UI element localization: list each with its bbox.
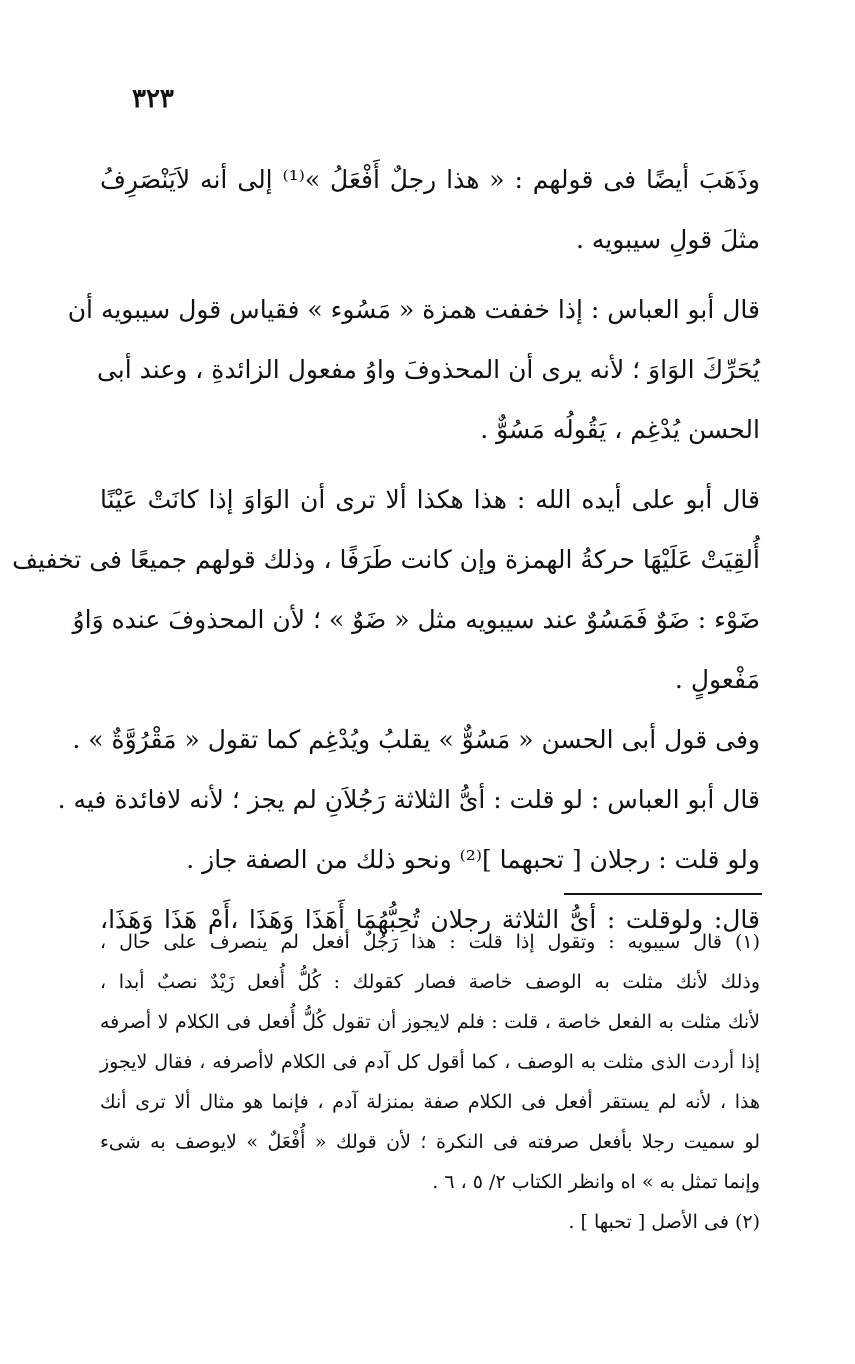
footnote-line: وإنما تمثل به » اه وانظر الكتاب ٢/ ٥ ، ٦ . xyxy=(432,1171,760,1193)
footnote-line: (١) قال سيبويه : وتقول إذا قلت : هذا رَجُلٌ أفعل لم ينصرف على حال ، xyxy=(100,931,760,953)
footnotes xyxy=(100,922,760,1242)
paragraph xyxy=(72,710,760,770)
text-line: ولو قلت : رجلان [ تحبهما ]⁽²⁾ ونحو ذلك من الصفة جاز . xyxy=(186,845,760,874)
text-line: أُلقِيَتْ عَلَيْهَا حركةُ الهمزة وإن كانت طَرَفًا ، وذلك قولهم جميعًا فى تخفيف xyxy=(12,545,760,574)
paragraph xyxy=(67,280,760,460)
paragraph xyxy=(12,470,760,710)
footnote-line: لو سميت رجلا بأفعل صرفته فى النكرة ؛ لأن قولك « أُفْعَلٌ » لايوصف به شىء xyxy=(100,1131,760,1153)
text-line: قال أبو على أيده الله : هذا هكذا ألا ترى أن الوَاوَ إذا كانَتْ عَيْنًا xyxy=(100,485,760,514)
footnote-line: لأنك مثلت به الفعل خاصة ، قلت : فلم لايجوز أن تقول كُلُّ أُفعل فى الكلام لا أصرفه xyxy=(100,1011,760,1033)
text-line: قال أبو العباس : لو قلت : أىُّ الثلاثة رَجُلاَنِ لم يجز ؛ لأنه لافائدة فيه . xyxy=(57,785,760,814)
footnote-line: هذا ، لأنه لم يستقر أفعل فى الكلام صفة بمنزلة آدم ، فإنما هو مثال ألا ترى أنك xyxy=(100,1091,760,1113)
paragraph xyxy=(100,150,760,270)
text-line: مثلَ قولِ سيبويه . xyxy=(576,225,760,254)
text-line: وذَهَبَ أيضًا فى قولهم : « هذا رجلٌ أَفْعَلُ »⁽¹⁾ إلى أنه لاَيَنْصَرِفُ xyxy=(100,165,760,194)
footnote-line: وذلك لأنك مثلت به الوصف خاصة فصار كقولك : كُلُّ أُفعل زَيْدٌ نصبٌ أبدا ، xyxy=(100,971,760,993)
paragraph xyxy=(57,770,760,890)
footnote-separator xyxy=(564,893,762,895)
text-line: مَفْعولٍ . xyxy=(674,665,760,694)
text-line: وفى قول أبى الحسن « مَسُوٌّ » يقلبُ ويُدْغِم كما تقول « مَقْرُوَّةٌ » . xyxy=(72,725,760,754)
text-line: ضَوْء : ضَوٌ فَمَسُوٌ عند سيبويه مثل « ضَوٌ » ؛ لأن المحذوفَ عنده وَاوُ xyxy=(72,605,760,634)
text-line: قال: ولوقلت : أىُّ الثلاثة رجلان تُحِبُّهُمَا أَهَذَا وَهَذَا ،أَمْ هَذَا وَهَذَا، xyxy=(100,905,760,934)
main-text xyxy=(12,150,760,950)
text-line: قال أبو العباس : إذا خففت همزة « مَسُوء » فقياس قول سيبويه أن xyxy=(67,295,760,324)
footnote-line: إذا أردت الذى مثلت به الوصف ، كما أقول كل آدم فى الكلام لاأصرفه ، فقال لايجوز xyxy=(100,1051,760,1073)
footnote-line: (٢) فى الأصل [ تحبها ] . xyxy=(568,1211,760,1233)
page-number: ٣٢٣ xyxy=(132,84,174,114)
text-line: يُحَرِّكَ الوَاوَ ؛ لأنه يرى أن المحذوفَ واوُ مفعول الزائدةِ ، وعند أبى xyxy=(96,355,760,384)
text-line: الحسن يُدْغِم ، يَقُولُه مَسُوٌّ . xyxy=(480,415,760,444)
